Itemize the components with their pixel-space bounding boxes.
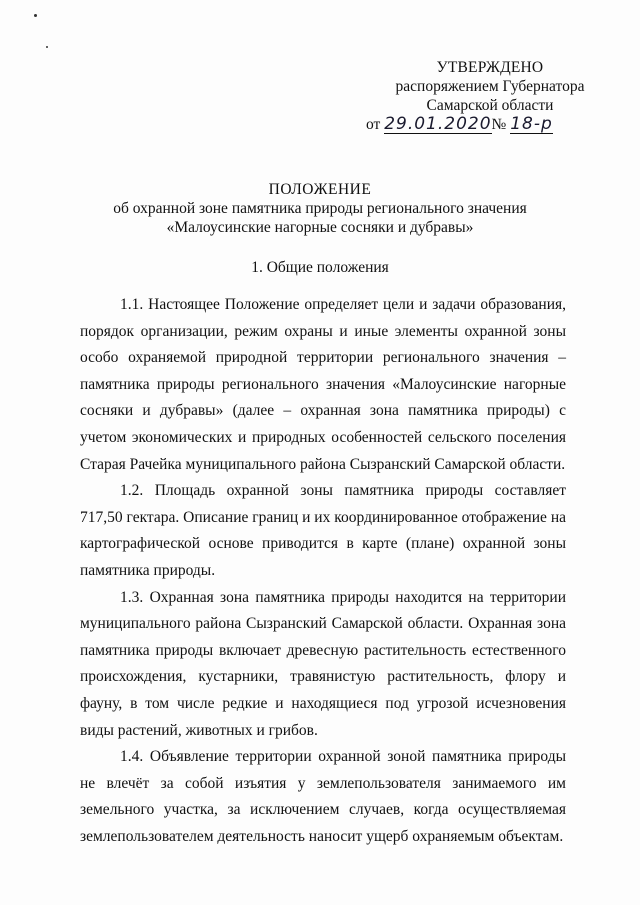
- document-subtitle-line-1: об охранной зоне памятника природы регионального значения: [113, 200, 527, 217]
- approval-stamp: [360, 58, 620, 134]
- paragraph-1-3: 1.3. Охранная зона памятника природы находится на территории муниципального района Сызранский Самарской области. Охранная зона памятника природы включает древесную растительность естественного происхождения, кустарники, травянистую растительность, флору и фауну, в том числе редкие и находящиеся под угрозой исчезновения виды растений, животных и грибов.: [80, 588, 566, 739]
- approval-title: УТВЕРЖДЕНО: [436, 59, 544, 76]
- scan-speck: [34, 14, 37, 17]
- paragraph-1-4: 1.4. Объявление территории охранной зоной памятника природы не влечёт за собой изъятия у землепользователя занимаемого им земельного участка, за исключением случаев, когда осуществляемая землепользователем деятельность наносит ущерб охраняемым объектам.: [80, 748, 566, 845]
- number-sign: №: [491, 116, 507, 133]
- section-heading: 1. Общие положения: [251, 259, 389, 276]
- date-prefix: от: [366, 116, 381, 133]
- paragraph-1-2: 1.2. Площадь охранной зоны памятника природы составляет 717,50 гектара. Описание границ и их координированное отображение на картографической основе приводится в карте (плане) охранной зоны памятника природы.: [80, 482, 566, 579]
- document-body: [80, 292, 566, 850]
- approval-date-line: [360, 115, 620, 134]
- paragraph-1-1: 1.1. Настоящее Положение определяет цели и задачи образования, порядок организации, режим охраны и иные элементы охранной зоны особо охраняемой природной территории регионального значения – памятника природы регионального значения «Малоусинские нагорные сосняки и дубравы» (далее – охранная зона памятника природы) с учетом экономических и природных особенностей сельского поселения Старая Рачейка муниципального района Сызранский Самарской области.: [80, 296, 566, 473]
- handwritten-number: 18-р: [510, 114, 553, 134]
- document-title: ПОЛОЖЕНИЕ: [268, 181, 372, 198]
- approval-line-2: Самарской области: [426, 97, 554, 114]
- scan-speck: [46, 46, 48, 48]
- approval-line-1: распоряжением Губернатора: [395, 78, 585, 95]
- document-subtitle-line-2: «Малоусинские нагорные сосняки и дубравы»: [166, 219, 474, 236]
- handwritten-date: 29.01.2020: [384, 114, 492, 134]
